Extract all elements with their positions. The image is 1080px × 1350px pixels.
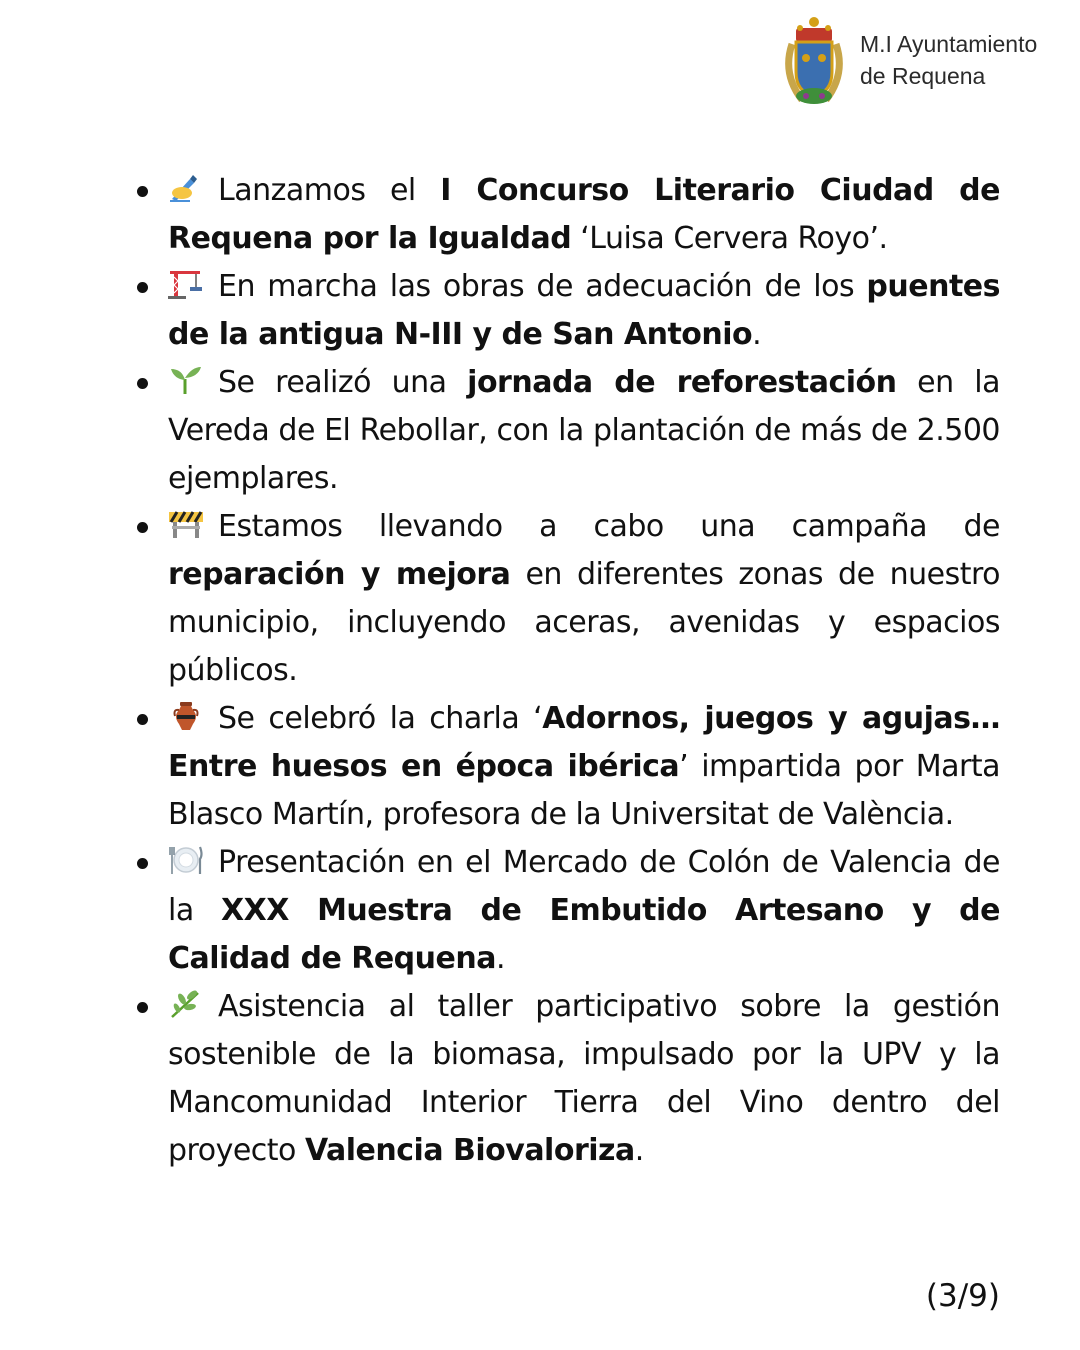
logo-line-1: M.I Ayuntamiento: [860, 31, 1038, 57]
item-highlight: jornada de reforestación: [467, 365, 897, 400]
item-highlight: puentes de la antigua N-III y de San Antonio: [168, 269, 1000, 352]
writing-hand-icon: [168, 173, 204, 203]
item-text: .: [752, 317, 762, 352]
construction-barrier-icon: [168, 509, 204, 539]
item-text: en diferentes zonas de nuestro municipio, incluyendo aceras, avenidas y espacios públicos.: [168, 557, 1000, 688]
list-item: [168, 359, 1000, 503]
item-highlight: I Concurso Literario Ciudad de Requena por la Igualdad: [168, 173, 1000, 256]
list-item: [168, 263, 1000, 359]
item-text: Presentación en el Mercado de Colón de Valencia de la: [168, 845, 1000, 928]
page-counter: (3/9): [925, 1278, 1000, 1314]
item-text: Lanzamos el: [218, 173, 441, 208]
list-item: [168, 503, 1000, 695]
list-item: [168, 839, 1000, 983]
municipal-logo: [784, 14, 1037, 106]
item-highlight: reparación y mejora: [168, 557, 511, 592]
item-text: ’ impartida por Marta Blasco Martín, profesora de la Universitat de València.: [168, 749, 1000, 832]
item-highlight: Adornos, juegos y agujas… Entre huesos en época ibérica: [168, 701, 1000, 784]
news-list: [168, 167, 1000, 1175]
coat-of-arms-icon: [784, 14, 844, 106]
seedling-icon: [168, 365, 204, 395]
item-text: .: [495, 941, 506, 976]
item-text: Estamos llevando a cabo una campaña de: [218, 509, 1000, 544]
item-text: ‘Luisa Cervera Royo’.: [571, 221, 888, 256]
item-text: .: [634, 1133, 644, 1168]
list-item: [168, 695, 1000, 839]
item-text: Se realizó una: [218, 365, 468, 400]
list-item: [168, 167, 1000, 263]
item-highlight: XXX Muestra de Embutido Artesano y de Calidad de Requena: [168, 893, 1000, 976]
logo-line-2: de Requena: [860, 63, 986, 89]
amphora-icon: [168, 701, 204, 731]
item-text: en la Vereda de El Rebollar, con la plantación de más de 2.500 ejemplares.: [168, 365, 1001, 496]
herb-icon: [168, 989, 204, 1019]
list-item: [168, 983, 1000, 1175]
item-text: Asistencia al taller participativo sobre la gestión sostenible de la biomasa, impulsado por la UPV y la Mancomunidad Interior Tierra del Vino dentro del proyecto: [168, 989, 1000, 1168]
item-text: Se celebró la charla ‘: [218, 701, 543, 736]
item-text: En marcha las obras de adecuación de los: [218, 269, 867, 304]
construction-crane-icon: [168, 269, 204, 299]
item-highlight: Valencia Biovaloriza: [304, 1133, 635, 1168]
fork-knife-plate-icon: [168, 845, 204, 875]
